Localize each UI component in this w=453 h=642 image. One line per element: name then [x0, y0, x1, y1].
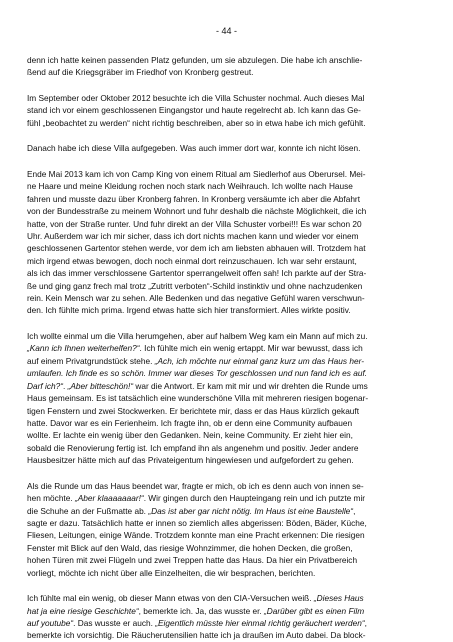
text-run: . Wir gingen durch den Haupteingang rein und ich putzte mir [143, 493, 366, 504]
text-run: war die Antwort. Er kam mit mir und wir drehten die Runde ums [133, 380, 368, 391]
quoted-speech: hat ja eine riesige Geschichte“ [27, 605, 139, 616]
text-run: vorliegt, möchte ich nicht über alle Einzelheiten, die wir besprachen, berichten. [27, 567, 316, 578]
quoted-speech: „Ach, ich möchte nur einmal ganz kurz um das Haus her- [154, 355, 364, 366]
quoted-speech: auf youtube“ [27, 617, 74, 628]
text-run: Ich fühlte mal ein wenig, ob dieser Mann etwas von den CIA-Versuchen weiß. [27, 593, 314, 604]
text-run: wollte. Er lachte ein wenig über den Gedanken. Nein, keine Community. Er zieht hier ein, [27, 430, 353, 441]
text-run: bemerkte ich vorsichtig. Die Räucherutensilien hatte ich ja draußen im Auto dabei. Da block- [27, 630, 366, 641]
text-run: . Ich fühlte mich ein wenig ertappt. Mir war bewusst, dass ich [139, 343, 363, 354]
quoted-speech: „Eigentlich müsste hier einmal richtig geräuchert werden“ [155, 617, 365, 628]
body-text [27, 54, 426, 642]
text-run: hatte. Davor war es ein Ferienheim. Ich fragte ihn, ob er denn eine Community aufbauen [27, 417, 353, 428]
text-run: den. Ich fühlte mich prima. Irgend etwas hatte sich hier transformiert. Alles wirkte positiv. [27, 305, 351, 316]
text-run: Uhr. Außerdem war ich mir sicher, dass ich dort nichts machen kann und wieder vor einem [27, 231, 359, 242]
paragraph [27, 592, 426, 642]
quoted-speech: umlaufen. Ich finde es so schön. Immer war dieses Tor geschlossen und nun fand ich es auf. [27, 368, 368, 379]
text-run: Im September oder Oktober 2012 besuchte ich die Villa Schuster nochmal. Auch dieses Mal [27, 93, 365, 103]
text-run: stand ich vor einem geschlossenen Eingangstor und haute regelrecht ab. Ich kann das Ge- [27, 105, 361, 116]
quoted-speech: „Aber klaaaaaaar!“ [74, 493, 144, 504]
text-run: hohen Türen mit zwei Flügeln und zwei Treppen hatte das Haus. Da hier ein Privatbereich [27, 555, 358, 566]
paragraph [27, 480, 426, 579]
text-run: hen möchte. [27, 493, 75, 504]
text-run: tigen Fenstern und zwei Stockwerken. Er berichtete mir, dass er das Haus kürzlich gekauft [27, 405, 360, 416]
text-run: . Das wusste er auch. [73, 617, 156, 628]
text-run: geschlossenen Gartentor stehen werde, vor dem ich am liebsten abhauen will. Trotzdem hat [27, 243, 366, 254]
quoted-speech: „Dieses Haus [313, 593, 364, 604]
paragraph [27, 168, 426, 317]
text-run: ße und ging ganz frech mal trotz „Zutritt verboten“-Schild instinktiv und ohne nachzudenken [27, 280, 363, 291]
paragraph [27, 330, 426, 466]
text-run: Ich wollte einmal um die Villa herumgehen, aber auf halbem Weg kam ein Mann auf mich zu. [27, 331, 368, 342]
paragraph [27, 142, 426, 154]
quoted-speech: Darf ich?“ [27, 380, 63, 391]
text-run: Als die Runde um das Haus beendet war, fragte er mich, ob ich es denn auch von innen se- [27, 480, 364, 491]
text-run: von der Bundesstraße zu meinem Wohnort und fuhr deshalb die nächste Möglichkeit, die ich [27, 206, 367, 217]
paragraph [27, 92, 426, 129]
text-run: sobald die Renovierung fertig ist. Ich empfand ihn als angenehm und positiv. Jeder andere [27, 442, 359, 453]
text-run: Ende Mai 2013 kam ich von Camp King von einem Ritual am Siedlerhof aus Oberursel. Mei- [27, 169, 366, 179]
text-run: hatte, von der Straße runter. Und fuhr direkt an der Villa Schuster vorbei!!! Es war schon 20 [27, 218, 362, 229]
text-run: . [62, 380, 68, 391]
quoted-speech: „Kann ich Ihnen weiterhelfen?“ [27, 343, 140, 354]
text-run: fühl „beobachtet zu werden“ nicht richtig beschreiben, aber so in etwa habe ich mich gefühlt. [27, 117, 366, 128]
text-run: Danach habe ich diese Villa aufgegeben. Was auch immer dort war, konnte ich nicht lösen. [27, 143, 361, 154]
quoted-speech: „Darüber gibt es einen Film [264, 605, 365, 616]
text-run: ne Haare und meine Kleidung rochen noch stark nach Weihrauch. Ich wollte nach Hause [27, 181, 353, 192]
text-run: fahren und musste dazu über Kronberg fahren. In Kronberg versäumte ich aber die Abfahrt [27, 193, 360, 204]
text-run: rein. Kein Mensch war zu sehen. Alle Bedenken und das negative Gefühl waren verschwun- [27, 293, 365, 304]
text-run: , [364, 617, 367, 628]
quoted-speech: „Das ist aber gar nicht nötig. Im Haus ist eine Baustelle“ [148, 505, 354, 516]
quoted-speech: „Aber bitteschön!“ [67, 380, 134, 391]
paragraph [27, 54, 426, 79]
text-run: Haus gemeinsam. Es ist tatsächlich eine wunderschöne Villa mit mehreren riesigen bogenar- [27, 393, 369, 404]
text-run: , [353, 505, 356, 516]
page-number: - 44 - [215, 26, 237, 36]
text-run: Fenster mit Blick auf den Wald, das riesige Wohnzimmer, die hohen Decken, die großen, [27, 542, 353, 553]
text-run: als ich das immer verschlossene Gartentor sperrangelweit offen sah! Ich parkte auf der Stra- [27, 268, 367, 279]
text-run: Fliesen, Leitungen, einige Wände. Trotzdem konnte man eine Pracht erkennen: Die riesigen [27, 530, 365, 541]
text-run: Hausbesitzer hätte mich auf das Privateigentum hingewiesen und aufgefordert zu gehen. [27, 455, 354, 466]
text-run: mich irgend etwas bewogen, doch noch einmal dort reinzuschauen. Ich war sehr erstaunt, [27, 255, 357, 266]
text-run: ßend auf die Kriegsgräber im Friedhof von Kronberg gestreut. [27, 67, 254, 78]
text-run: , bemerkte ich. Ja, das wusste er. [138, 605, 265, 616]
text-run: die Schuhe an der Fußmatte ab. [27, 505, 149, 516]
text-run: denn ich hatte keinen passenden Platz gefunden, um sie abzulegen. Die habe ich anschlie- [27, 55, 363, 65]
text-run: auf einem Privatgrundstück stehe. [27, 355, 155, 366]
text-run: sagte er dazu. Tatsächlich hatte er innen so ziemlich alles abgerissen: Böden, Bäder, Küche, [27, 517, 367, 528]
